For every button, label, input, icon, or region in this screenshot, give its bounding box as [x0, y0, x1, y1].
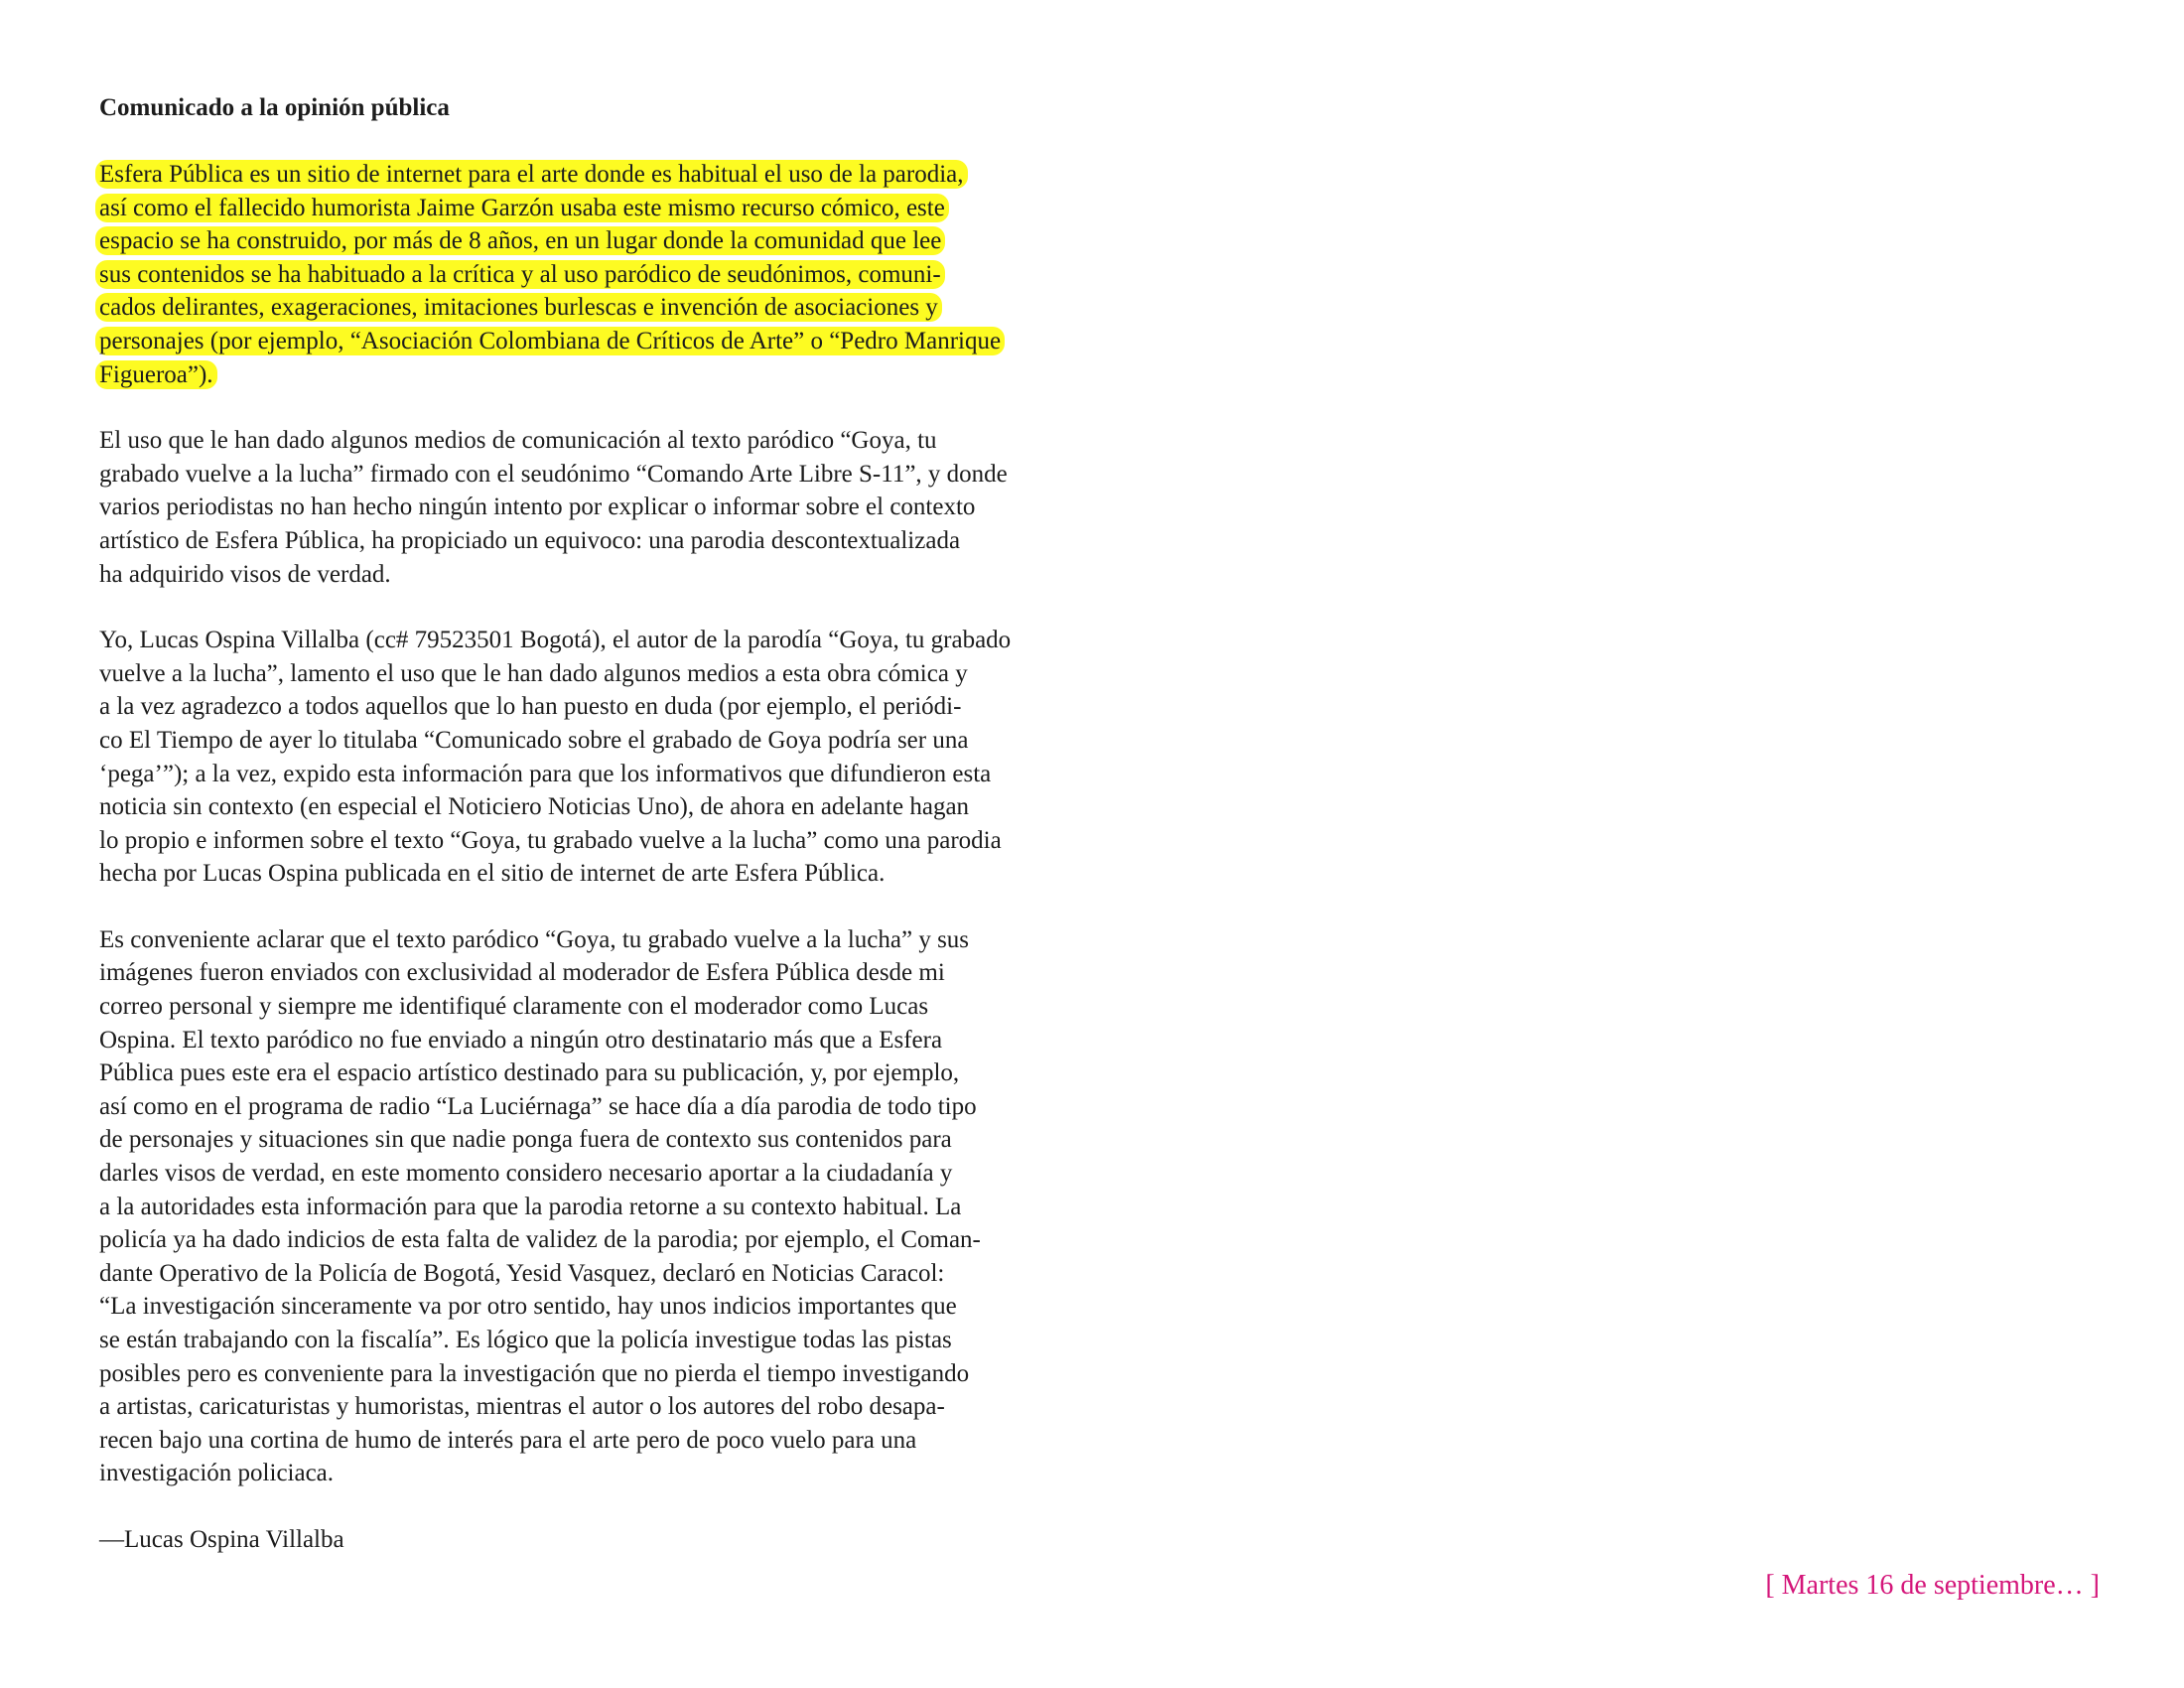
text-line — [99, 1324, 1072, 1357]
document-title: Comunicado a la opinión pública — [99, 94, 450, 121]
text-line — [99, 258, 1072, 292]
text-line-content: policía ya ha dado indicios de esta falta de validez de la parodia; por ejemplo, el Coman- — [99, 1226, 981, 1254]
text-line — [99, 192, 1072, 225]
text-line-content: a la vez agradezco a todos aquellos que lo han puesto en duda (por ejemplo, el periódi- — [99, 693, 962, 721]
text-line — [99, 1056, 1072, 1090]
text-line — [99, 657, 1072, 691]
text-line-content: Es conveniente aclarar que el texto paródico “Goya, tu grabado vuelve a la lucha” y sus — [99, 925, 970, 953]
text-line — [99, 424, 1072, 458]
text-line-content: dante Operativo de la Policía de Bogotá, Yesid Vasquez, declaró en Noticias Caracol: — [99, 1259, 945, 1287]
text-line-content: espacio se ha construido, por más de 8 años, en un lugar donde la comunidad que lee — [95, 226, 945, 255]
text-line-content: personajes (por ejemplo, “Asociación Colombiana de Críticos de Arte” o “Pedro Manrique — [95, 327, 1005, 355]
text-line — [99, 1457, 1072, 1490]
text-line-content: Pública pues este era el espacio artístico destinado para su publicación, y, por ejemplo, — [99, 1059, 960, 1087]
text-line-content: hecha por Lucas Ospina publicada en el sitio de internet de arte Esfera Pública. — [99, 860, 886, 888]
text-line — [99, 824, 1072, 858]
text-line-content: artístico de Esfera Pública, ha propiciado un equivoco: una parodia descontextualizada — [99, 526, 961, 554]
footer-date-note: [ Martes 16 de septiembre… ] — [1765, 1570, 2100, 1601]
text-line — [99, 857, 1072, 891]
text-line-content: grabado vuelve a la lucha” firmado con el seudónimo “Comando Arte Libre S-11”, y donde — [99, 460, 1008, 488]
text-line-content: posibles pero es conveniente para la investigación que no pierda el tiempo investigando — [99, 1359, 970, 1387]
text-line — [99, 1191, 1072, 1224]
text-line — [99, 291, 1072, 325]
text-line — [99, 325, 1072, 358]
text-line-content: Yo, Lucas Ospina Villalba (cc# 79523501 Bogotá), el autor de la parodía “Goya, tu grabado — [99, 627, 1012, 654]
text-line — [99, 358, 1072, 392]
text-line-content: darles visos de verdad, en este momento considero necesario aportar a la ciudadanía y — [99, 1160, 953, 1188]
text-line — [99, 158, 1072, 192]
text-line — [99, 1024, 1072, 1057]
text-line — [99, 724, 1072, 758]
text-line-content: sus contenidos se ha habituado a la crítica y al uso paródico de seudónimos, comuni- — [95, 260, 945, 289]
paragraph — [99, 923, 1072, 1490]
text-line-content: ha adquirido visos de verdad. — [99, 560, 391, 588]
text-line — [99, 790, 1072, 824]
text-line-content: “La investigación sinceramente va por otro sentido, hay unos indicios importantes que — [99, 1293, 957, 1321]
signature: —Lucas Ospina Villalba — [99, 1525, 344, 1553]
text-line-content: así como en el programa de radio “La Luciérnaga” se hace día a día parodia de todo tipo — [99, 1092, 977, 1120]
text-line — [99, 690, 1072, 724]
paragraph — [99, 424, 1072, 591]
text-line — [99, 990, 1072, 1024]
text-line — [99, 923, 1072, 957]
highlighted-paragraph — [99, 158, 1072, 391]
text-line-content: correo personal y siempre me identifiqué claramente con el moderador como Lucas — [99, 993, 929, 1021]
text-line-content: Esfera Pública es un sitio de internet para el arte donde es habitual el uso de la parodia, — [95, 160, 968, 189]
text-line-content: vuelve a la lucha”, lamento el uso que le han dado algunos medios a esta obra cómica y — [99, 659, 968, 687]
text-line — [99, 1357, 1072, 1391]
paragraph — [99, 624, 1072, 891]
text-line — [99, 491, 1072, 524]
text-line-content: así como el fallecido humorista Jaime Garzón usaba este mismo recurso cómico, este — [95, 194, 949, 222]
text-line-content: cados delirantes, exageraciones, imitaciones burlescas e invención de asociaciones y — [95, 293, 942, 322]
text-line-content: Figueroa”). — [95, 360, 217, 389]
text-line — [99, 1390, 1072, 1424]
document-body — [99, 91, 1072, 1557]
text-line — [99, 1123, 1072, 1157]
text-line — [99, 1223, 1072, 1257]
text-line — [99, 1157, 1072, 1191]
text-line-content: Ospina. El texto paródico no fue enviado a ningún otro destinatario más que a Esfera — [99, 1026, 943, 1054]
text-line — [99, 1090, 1072, 1124]
text-line-content: a la autoridades esta información para que la parodia retorne a su contexto habitual. La — [99, 1193, 962, 1220]
text-line — [99, 524, 1072, 558]
text-line-content: imágenes fueron enviados con exclusividad al moderador de Esfera Pública desde mi — [99, 959, 945, 987]
text-line-content: varios periodistas no han hecho ningún intento por explicar o informar sobre el contexto — [99, 493, 976, 521]
text-line — [99, 224, 1072, 258]
text-line-content: investigación policiaca. — [99, 1460, 335, 1487]
text-line — [99, 458, 1072, 492]
text-line-content: noticia sin contexto (en especial el Noticiero Noticias Uno), de ahora en adelante hagan — [99, 793, 970, 821]
paragraph-list — [99, 158, 1072, 1490]
text-line-content: a artistas, caricaturistas y humoristas, mientras el autor o los autores del robo desapa- — [99, 1393, 945, 1421]
text-line-content: ‘pega’”); a la vez, expido esta información para que los informativos que difundieron esta — [99, 760, 992, 787]
text-line-content: de personajes y situaciones sin que nadie ponga fuera de contexto sus contenidos para — [99, 1126, 952, 1154]
text-line-content: lo propio e informen sobre el texto “Goya, tu grabado vuelve a la lucha” como una parodia — [99, 826, 1002, 854]
text-line — [99, 558, 1072, 592]
text-line — [99, 956, 1072, 990]
text-line — [99, 1290, 1072, 1324]
text-line-content: El uso que le han dado algunos medios de comunicación al texto paródico “Goya, tu — [99, 427, 937, 455]
text-line-content: recen bajo una cortina de humo de interés para el arte pero de poco vuelo para una — [99, 1426, 917, 1454]
text-line — [99, 1424, 1072, 1458]
text-line — [99, 758, 1072, 791]
text-line — [99, 1257, 1072, 1291]
text-line — [99, 624, 1072, 657]
text-line-content: se están trabajando con la fiscalía”. Es lógico que la policía investigue todas las pistas — [99, 1327, 952, 1353]
text-line-content: co El Tiempo de ayer lo titulaba “Comunicado sobre el grabado de Goya podría ser una — [99, 726, 969, 754]
